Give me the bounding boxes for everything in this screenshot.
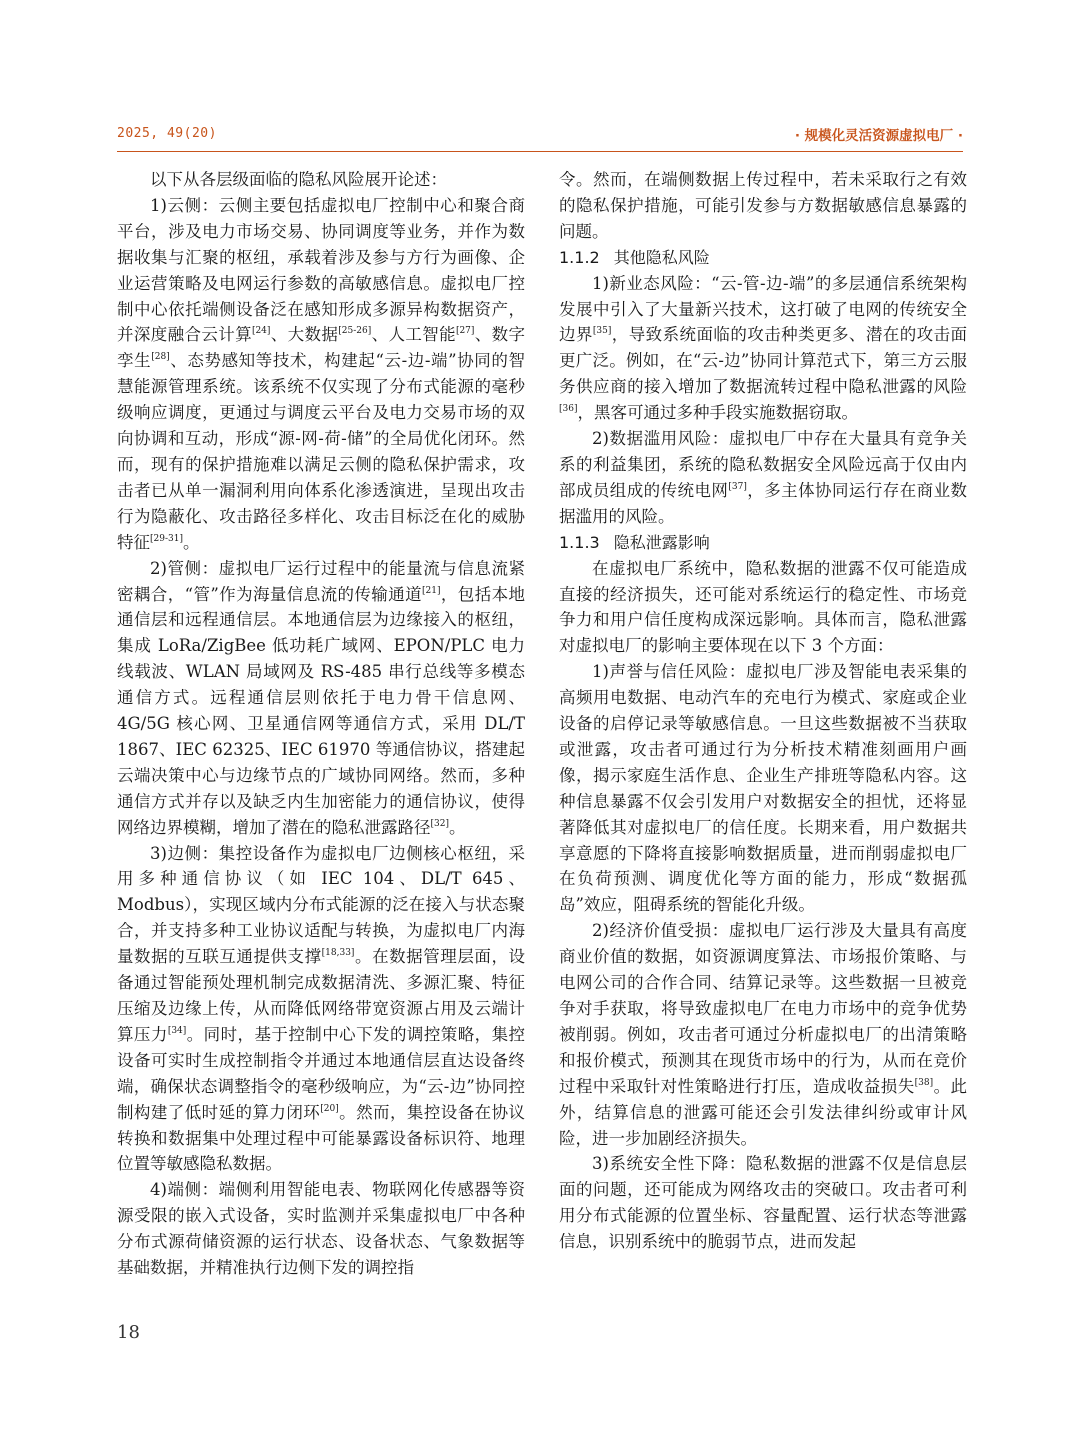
data-abuse-risk-paragraph: 2)数据滥用风险：虚拟电厂中存在大量具有竞争关系的利益集团，系统的隐私数据安全风险远高于仅由内部成员组成的传统电网[37]，多主体协同运行存在商业数据滥用的风险。 xyxy=(559,429,968,526)
terminal-side-paragraph: 4)端侧：端侧利用智能电表、物联网化传感器等资源受限的嵌入式设备，实时监测并采集虚拟电厂中各种分布式源荷储资源的运行状态、设备状态、气象数据等基础数据，并精准执行边侧下发的调控指 xyxy=(117,1180,525,1278)
header-rule xyxy=(117,151,963,152)
left-column xyxy=(117,167,525,1281)
continued-paragraph: 令。然而，在端侧数据上传过程中，若未采取行之有效的隐私保护措施，可能引发参与方数据敏感信息暴露的问题。 xyxy=(559,170,967,241)
citation: [37] xyxy=(728,481,747,492)
citation: [36] xyxy=(559,404,578,415)
edge-side-paragraph: 3)边侧：集控设备作为虚拟电厂边侧核心枢纽，采用多种通信协议（如 IEC 104、DL/T 645、Modbus），实现区域内分布式能源的泛在接入与状态聚合，并支持多种工业协议适配与转换，为虚拟电厂内海量数据的互联互通提供支撑[18,33]。在数据管理层面，设备通过智能预处理机制完成数据清洗、多源汇聚、特征压缩及边缘上传，从而降低网络带宽资源占用及云端计算压力[34]。同时，基于控制中心下发的调控策略，集控设备可实时生成控制指令并通过本地通信层直达设备终端，确保状态调整指令的毫秒级响应，为“云-边”协同控制构建了低时延的算力闭环[20]。然而，集控设备在协议转换和数据集中处理过程中可能暴露设备标识符、地理位置等敏感隐私数据。 xyxy=(117,843,526,1174)
citation: [34] xyxy=(167,1025,187,1036)
reputation-risk-paragraph: 1)声誉与信任风险：虚拟电厂涉及智能电表采集的高频用电数据、电动汽车的充电行为模式、家庭或企业设备的启停记录等敏感信息。一旦这些数据被不当获取或泄露，攻击者可通过行为分析技术精准刻画用户画像，揭示家庭生活作息、企业生产排班等隐私内容。这种信息暴露不仅会引发用户对数据安全的担忧，还将显著降低其对虚拟电厂的信任度。长期来看，用户数据共享意愿的下降将直接影响数据质量，进而削弱虚拟电厂在负荷预测、调度优化等方面的能力，形成“数据孤岛”效应，阻碍系统的智能化升级。 xyxy=(559,662,967,915)
citation: [38] xyxy=(914,1077,934,1088)
section-heading-1-1-3: 1.1.3 隐私泄露影响 xyxy=(559,532,710,552)
running-header xyxy=(117,124,963,148)
citation: [27] xyxy=(455,326,475,337)
cloud-side-paragraph: 1)云侧：云侧主要包括虚拟电厂控制中心和聚合商平台，涉及电力市场交易、协同调度等业务，并作为数据收集与汇聚的枢纽，承载着涉及参与方行为画像、企业运营策略及电网运行参数的高敏感信息。虚拟电厂控制中心依托端侧设备泛在感知形成多源异构数据资产，并深度融合云计算[24]、大数据[25-26]、人工智能[27]、数字孪生[28]、态势感知等技术，构建起“云-边-端”协同的智慧能源管理系统。该系统不仅实现了分布式能源的毫秒级响应调度，更通过与调度云平台及电力交易市场的双向协调和互动，形成“源-网-荷-储”的全局优化闭环。然而，现有的保护措施难以满足云侧的隐私保护需求，攻击者已从单一漏洞利用向体系化渗透演进，呈现出攻击行为隐蔽化、攻击路径多样化、攻击目标泛在化的威胁特征[29-31]。 xyxy=(117,195,526,552)
citation: [32] xyxy=(430,818,449,829)
new-business-risk-paragraph: 1)新业态风险：“云-管-边-端”的多层通信系统架构发展中引入了大量新兴技术，这打破了电网的传统安全边界[35]，导致系统面临的攻击种类更多、潜在的攻击面更广泛。例如，在“云-边”协同计算范式下，第三方云服务供应商的接入增加了数据流转过程中隐私泄露的风险[36]，黑客可通过多种手段实施数据窃取。 xyxy=(559,273,968,423)
economic-loss-paragraph: 2)经济价值受损：虚拟电厂运行涉及大量具有高度商业价值的数据，如资源调度算法、市场报价策略、与电网公司的合作合同、结算记录等。这些数据一旦被竞争对手获取，将导致虚拟电厂在电力市场中的竞争优势被削弱。例如，攻击者可通过分析虚拟电厂的出清策略和报价模式，预测其在现货市场中的行为，从而在竞价过程中采取针对性策略进行打压，造成收益损失[38]。此外，结算信息的泄露可能还会引发法律纠纷或审计风险，进一步加剧经济损失。 xyxy=(559,921,968,1148)
citation: [21] xyxy=(422,585,441,596)
intro-paragraph: 以下从各层级面临的隐私风险展开论述： xyxy=(150,170,447,189)
impact-intro-paragraph: 在虚拟电厂系统中，隐私数据的泄露不仅可能造成直接的经济损失，还可能对系统运行的稳定性、市场竞争力和用户信任度构成深远影响。具体而言，隐私泄露对虚拟电厂的影响主要体现在以下 3 个方面： xyxy=(559,558,967,656)
citation: [24] xyxy=(251,326,271,337)
citation: [20] xyxy=(320,1103,339,1114)
section-heading-1-1-2: 1.1.2 其他隐私风险 xyxy=(559,247,710,267)
security-decline-paragraph: 3)系统安全性下降：隐私数据的泄露不仅是信息层面的问题，还可能成为网络攻击的突破口。攻击者可利用分布式能源的位置坐标、容量配置、运行状态等泄露信息，识别系统中的脆弱节点，进而发起 xyxy=(559,1154,967,1252)
right-column xyxy=(559,167,967,1255)
citation: [25-26] xyxy=(338,326,372,337)
citation: [18,33] xyxy=(321,948,355,959)
journal-section-title: · 规模化灵活资源虚拟电厂 · xyxy=(794,128,963,144)
pipe-side-paragraph: 2)管侧：虚拟电厂运行过程中的能量流与信息流紧密耦合，“管”作为海量信息流的传输通道[21]，包括本地通信层和远程通信层。本地通信层为边缘接入的枢纽，集成 LoRa/ZigBee 低功耗广域网、EPON/PLC 电力线载波、WLAN 局域网及 RS-485 串行总线等多模态通信方式。远程通信层则依托于电力骨干信息网、4G/5G 核心网、卫星通信网等通信方式，采用 DL/T 1867、IEC 62325、IEC 61970 等通信协议，搭建起云端决策中心与边缘节点的广域协同网络。然而，多种通信方式并存以及缺乏内生加密能力的通信协议，使得网络边界模糊，增加了潜在的隐私泄露路径[32]。 xyxy=(117,558,526,837)
citation: [35] xyxy=(592,326,612,337)
issue-label: 2025, 49(20) xyxy=(117,126,217,141)
citation: [28] xyxy=(151,352,170,363)
citation: [29-31] xyxy=(150,533,183,544)
page-number: 18 xyxy=(117,1322,140,1343)
